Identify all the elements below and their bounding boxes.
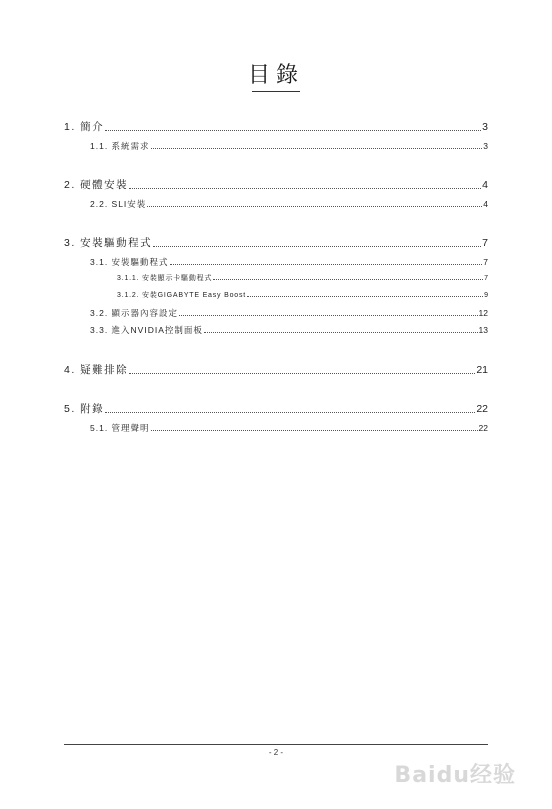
title-underline	[252, 91, 300, 92]
toc-entry-label: 1. 簡介	[64, 121, 105, 133]
toc-entry-3-3[interactable]	[90, 324, 488, 336]
toc-entry-page: 9	[484, 292, 488, 299]
toc-entry-1[interactable]	[64, 119, 488, 134]
toc-entry-3[interactable]	[64, 235, 488, 250]
toc-entry-label: 3.1.2. 安裝GIGABYTE Easy Boost	[117, 292, 246, 299]
toc-leader-dots	[147, 206, 482, 207]
toc-entry-3-1[interactable]	[90, 256, 488, 268]
toc-leader-dots	[151, 430, 478, 431]
toc-entry-2-2[interactable]	[90, 198, 488, 210]
toc-entry-2[interactable]	[64, 177, 488, 192]
toc-leader-dots	[129, 188, 481, 189]
toc-entry-label: 3.3. 進入NVIDIA控制面板	[90, 325, 203, 335]
toc-entry-label: 3.1.1. 安裝顯示卡驅動程式	[117, 275, 213, 282]
toc-entry-label: 3. 安裝驅動程式	[64, 237, 153, 249]
toc-entry-page: 4	[482, 179, 488, 191]
toc-entry-page: 7	[482, 237, 488, 249]
toc-entry-label: 5.1. 管理聲明	[90, 423, 150, 433]
toc-entry-5-1[interactable]	[90, 422, 488, 434]
toc-leader-dots	[105, 130, 481, 131]
toc-leader-dots	[151, 148, 483, 149]
toc-entry-label: 2. 硬體安裝	[64, 179, 129, 191]
toc-entry-4[interactable]	[64, 362, 488, 377]
toc-entry-page: 7	[484, 275, 488, 282]
toc-entry-label: 4. 疑難排除	[64, 364, 129, 376]
toc-entry-page: 3	[482, 121, 488, 133]
toc-entry-label: 3.1. 安裝驅動程式	[90, 257, 169, 267]
toc-entry-page: 3	[483, 141, 488, 151]
toc-leader-dots	[213, 279, 483, 280]
toc-entry-page: 21	[476, 364, 488, 376]
toc-leader-dots	[179, 315, 477, 316]
footer-rule	[64, 744, 488, 745]
toc-entry-page: 22	[478, 423, 488, 433]
toc-entry-label: 5. 附錄	[64, 403, 105, 415]
toc-entry-page: 7	[483, 257, 488, 267]
watermark-logo	[394, 758, 516, 789]
toc-entry-3-1-1[interactable]	[117, 273, 488, 283]
watermark-text: Baidu经验	[394, 763, 516, 788]
toc-entry-page: 4	[483, 199, 488, 209]
toc-entry-page: 12	[478, 308, 488, 318]
toc-leader-dots	[153, 246, 481, 247]
toc-entry-label: 2.2. SLI安裝	[90, 199, 147, 209]
toc-entry-label: 1.1. 系統需求	[90, 141, 150, 151]
toc-leader-dots	[105, 412, 475, 413]
toc-entry-3-2[interactable]	[90, 307, 488, 319]
toc-entry-1-1[interactable]	[90, 140, 488, 152]
toc-entry-3-1-2[interactable]	[117, 290, 488, 300]
toc-entry-page: 13	[478, 325, 488, 335]
toc-leader-dots	[170, 264, 483, 265]
toc-leader-dots	[247, 296, 483, 297]
toc-leader-dots	[204, 332, 478, 333]
footer-page-number: - 2 -	[268, 748, 284, 757]
toc-leader-dots	[129, 373, 475, 374]
page-title: 目錄	[247, 63, 304, 88]
toc-entry-5[interactable]	[64, 401, 488, 416]
toc-entry-page: 22	[476, 403, 488, 415]
toc-entry-label: 3.2. 顯示器內容設定	[90, 308, 179, 318]
